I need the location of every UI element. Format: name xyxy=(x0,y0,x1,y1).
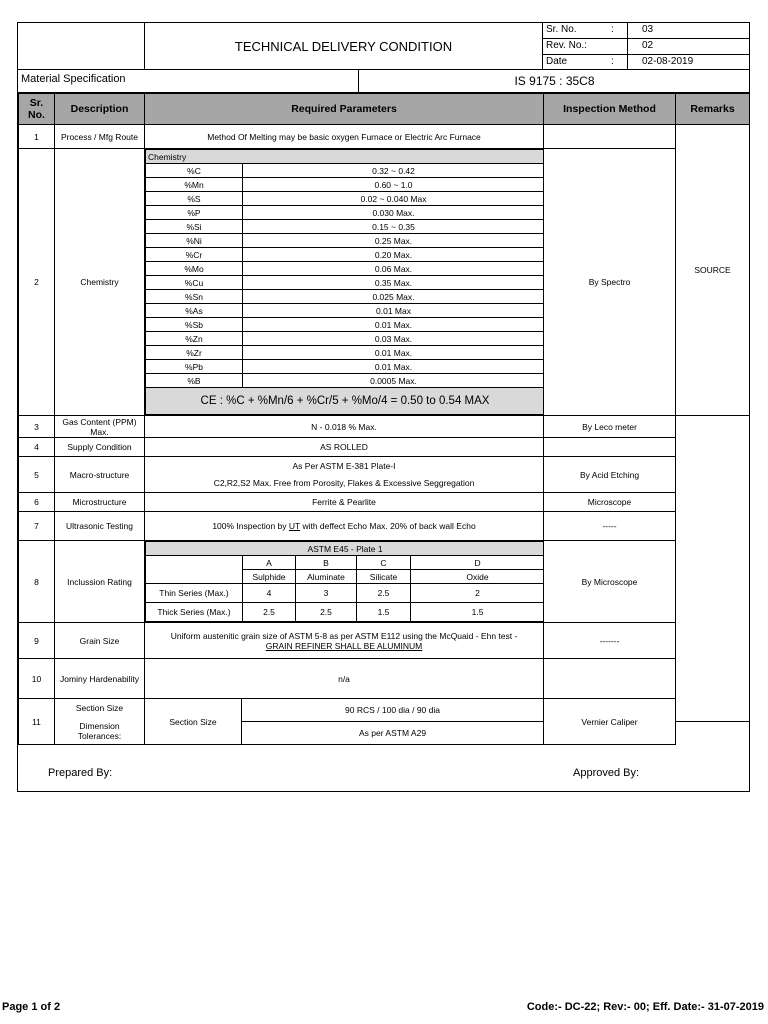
chem-value: 0.20 Max. xyxy=(243,248,544,262)
row-sr: 3 xyxy=(19,416,55,438)
chem-value: 0.32 ~ 0.42 xyxy=(243,164,544,178)
col-header-sr: Sr. No. xyxy=(19,94,55,125)
inclusion-series-name: Thick Series (Max.) xyxy=(146,603,243,622)
col-header-description: Description xyxy=(55,94,145,125)
signature-row xyxy=(18,758,749,792)
row-description: Ultrasonic Testing xyxy=(55,512,145,541)
meta-revision-label: Rev. No.: xyxy=(546,40,587,51)
inclusion-value: 2.5 xyxy=(243,603,296,622)
chem-value: 0.0005 Max. xyxy=(243,374,544,388)
inclusion-value: 4 xyxy=(243,584,296,603)
document-title: TECHNICAL DELIVERY CONDITION xyxy=(145,23,543,69)
chem-value: 0.06 Max. xyxy=(243,262,544,276)
document-header xyxy=(18,23,749,70)
section-size-label: Section Size xyxy=(75,702,124,713)
row-chemistry xyxy=(19,149,750,416)
chem-value: 0.01 Max xyxy=(243,304,544,318)
meta-revision-value: 02 xyxy=(642,40,654,51)
chem-row xyxy=(146,234,544,248)
ut-text-post: with deffect Echo Max. 20% of back wall Echo xyxy=(300,521,476,531)
chem-element: %Sn xyxy=(146,290,243,304)
meta-date xyxy=(543,54,749,70)
row-inspection: Vernier Caliper xyxy=(544,699,676,745)
meta-revision xyxy=(543,38,749,54)
inclusion-value: 2 xyxy=(411,584,544,603)
grain-size-rule: Uniform austenitic grain size of ASTM 5-8 as per ASTM E112 using the McQuaid - Ehn test - xyxy=(170,630,518,641)
inclusion-letter: D xyxy=(411,556,544,570)
row-required xyxy=(145,512,544,541)
col-header-inspection: Inspection Method xyxy=(544,94,676,125)
chem-row xyxy=(146,262,544,276)
row-sr: 2 xyxy=(19,149,55,416)
chem-element: %Mo xyxy=(146,262,243,276)
carbon-equivalent-row xyxy=(146,388,544,415)
row-description: Microstructure xyxy=(55,493,145,512)
dimension-tolerance-label: Dimension Tolerances: xyxy=(77,720,122,741)
chem-element: %Cr xyxy=(146,248,243,262)
chem-element: %Cu xyxy=(146,276,243,290)
row-description: Grain Size xyxy=(55,623,145,659)
chem-element: %Mn xyxy=(146,178,243,192)
material-spec-row xyxy=(18,69,749,93)
chem-row xyxy=(146,220,544,234)
chem-row xyxy=(146,332,544,346)
ut-text-pre: 100% Inspection by xyxy=(212,521,289,531)
chem-value: 0.35 Max. xyxy=(243,276,544,290)
row-description: Gas Content (PPM) Max. xyxy=(55,416,145,438)
inclusion-value: 3 xyxy=(296,584,357,603)
row-inspection: By Acid Etching xyxy=(544,457,676,493)
chem-value: 0.60 ~ 1.0 xyxy=(243,178,544,192)
row-inspection: By Spectro xyxy=(544,149,676,416)
chem-row xyxy=(146,192,544,206)
inclusion-letter: C xyxy=(357,556,411,570)
row-description: Jominy Hardenability xyxy=(55,659,145,699)
meta-date-label: Date xyxy=(546,56,568,67)
row-process xyxy=(19,125,750,149)
spec-table-header xyxy=(19,94,750,125)
row-ultrasonic xyxy=(19,512,750,541)
chem-element: %As xyxy=(146,304,243,318)
inclusion-value: 2.5 xyxy=(296,603,357,622)
meta-date-colon: : xyxy=(611,56,614,67)
prepared-by: Prepared By: xyxy=(48,767,113,779)
row-description: Chemistry xyxy=(55,149,145,416)
row-sr: 5 xyxy=(19,457,55,493)
row-inclusion-rating xyxy=(19,541,750,623)
row-required: AS ROLLED xyxy=(145,438,544,457)
approved-by: Approved By: xyxy=(573,767,640,779)
row-required: n/a xyxy=(145,659,544,699)
chemistry-block xyxy=(145,149,544,416)
chem-element: %Sb xyxy=(146,318,243,332)
row-sr: 11 xyxy=(19,699,55,745)
row-sr: 4 xyxy=(19,438,55,457)
chem-row xyxy=(146,360,544,374)
meta-serial xyxy=(543,23,749,38)
inclusion-type: Sulphide xyxy=(243,570,296,584)
chem-row xyxy=(146,346,544,360)
chem-element: %C xyxy=(146,164,243,178)
document-frame xyxy=(17,22,750,792)
chem-element: %B xyxy=(146,374,243,388)
document-code: Code:- DC-22; Rev:- 00; Eff. Date:- 31-07-2019 xyxy=(526,1001,764,1013)
chem-value: 0.15 ~ 0.35 xyxy=(243,220,544,234)
chem-row xyxy=(146,374,544,388)
row-gas-content xyxy=(19,416,750,438)
row-sr: 7 xyxy=(19,512,55,541)
chem-row xyxy=(146,206,544,220)
row-sr: 6 xyxy=(19,493,55,512)
chem-value: 0.01 Max. xyxy=(243,318,544,332)
chem-value: 0.01 Max. xyxy=(243,346,544,360)
row-section-size xyxy=(19,699,750,722)
chem-element: %P xyxy=(146,206,243,220)
chem-row xyxy=(146,318,544,332)
row-remarks: SOURCE xyxy=(676,125,750,416)
inclusion-corner xyxy=(146,556,243,584)
meta-serial-value: 03 xyxy=(642,24,654,35)
row-inspection: Microscope xyxy=(544,493,676,512)
chemistry-table xyxy=(145,149,544,415)
chem-element: %Si xyxy=(146,220,243,234)
inclusion-type: Silicate xyxy=(357,570,411,584)
row-inspection xyxy=(544,125,676,149)
section-size-value: 90 RCS / 100 dia / 90 dia xyxy=(242,699,544,722)
chem-element: %Zr xyxy=(146,346,243,360)
row-description: Inclussion Rating xyxy=(55,541,145,623)
dimension-tolerance-value: As per ASTM A29 xyxy=(242,722,544,745)
spec-table xyxy=(18,93,750,745)
row-inspection xyxy=(544,659,676,699)
material-spec-label: Material Specification xyxy=(21,73,126,85)
row-jominy xyxy=(19,659,750,699)
macro-standard: As Per ASTM E-381 Plate-I xyxy=(292,461,396,471)
carbon-equivalent: CE : %C + %Mn/6 + %Cr/5 + %Mo/4 = 0.50 to 0.54 MAX xyxy=(146,388,544,415)
row-required xyxy=(145,457,544,493)
chem-element: %Ni xyxy=(146,234,243,248)
material-grade: IS 9175 : 35C8 xyxy=(358,69,750,92)
inclusion-value: 1.5 xyxy=(357,603,411,622)
chem-row xyxy=(146,304,544,318)
chem-row xyxy=(146,276,544,290)
inclusion-value: 1.5 xyxy=(411,603,544,622)
row-inspection: By Leco meter xyxy=(544,416,676,438)
macro-criteria: C2,R2,S2 Max. Free from Porosity, Flakes & Excessive Seggregation xyxy=(213,478,475,488)
chem-row xyxy=(146,164,544,178)
chem-element: %S xyxy=(146,192,243,206)
row-inspection: ------- xyxy=(544,623,676,659)
grain-refiner-rule: GRAIN REFINER SHALL BE ALUMINUM xyxy=(265,640,423,651)
row-inspection: ----- xyxy=(544,512,676,541)
ut-text-underlined: UT xyxy=(288,521,301,531)
chem-element: %Pb xyxy=(146,360,243,374)
row-remarks-empty xyxy=(676,416,750,722)
row-description xyxy=(55,699,145,745)
chem-value: 0.03 Max. xyxy=(243,332,544,346)
chem-value: 0.25 Max. xyxy=(243,234,544,248)
row-required: Method Of Melting may be basic oxygen Furnace or Electric Arc Furnace xyxy=(145,125,544,149)
meta-date-value: 02-08-2019 xyxy=(642,56,694,67)
header-meta xyxy=(543,23,749,69)
row-microstructure xyxy=(19,493,750,512)
row-required: Ferrite & Pearlite xyxy=(145,493,544,512)
inclusion-table xyxy=(145,541,544,622)
chem-value: 0.02 ~ 0.040 Max xyxy=(243,192,544,206)
meta-serial-label: Sr. No. xyxy=(546,24,577,35)
inclusion-value: 2.5 xyxy=(357,584,411,603)
inclusion-block xyxy=(145,541,544,623)
chem-value: 0.030 Max. xyxy=(243,206,544,220)
chem-value: 0.01 Max. xyxy=(243,360,544,374)
inclusion-letter: B xyxy=(296,556,357,570)
col-header-required: Required Parameters xyxy=(145,94,544,125)
inclusion-series-name: Thin Series (Max.) xyxy=(146,584,243,603)
row-supply-condition xyxy=(19,438,750,457)
col-header-remarks: Remarks xyxy=(676,94,750,125)
row-required xyxy=(145,623,544,659)
inclusion-type: Oxide xyxy=(411,570,544,584)
meta-serial-colon: : xyxy=(611,24,614,35)
row-sr: 8 xyxy=(19,541,55,623)
row-description: Supply Condition xyxy=(55,438,145,457)
chem-row xyxy=(146,178,544,192)
row-grain-size xyxy=(19,623,750,659)
row-inspection: By Microscope xyxy=(544,541,676,623)
inclusion-standard: ASTM E45 - Plate 1 xyxy=(146,542,544,556)
chem-value: 0.025 Max. xyxy=(243,290,544,304)
chemistry-caption: Chemistry xyxy=(146,150,544,164)
row-required: N - 0.018 % Max. xyxy=(145,416,544,438)
row-description: Macro-structure xyxy=(55,457,145,493)
row-sr: 1 xyxy=(19,125,55,149)
row-sr: 9 xyxy=(19,623,55,659)
chem-element: %Zn xyxy=(146,332,243,346)
page-number: Page 1 of 2 xyxy=(2,1001,61,1013)
section-size-sublabel: Section Size xyxy=(145,699,242,745)
row-description: Process / Mfg Route xyxy=(55,125,145,149)
row-macro-structure xyxy=(19,457,750,493)
row-inspection xyxy=(544,438,676,457)
chem-row xyxy=(146,248,544,262)
chem-row xyxy=(146,290,544,304)
inclusion-type: Aluminate xyxy=(296,570,357,584)
inclusion-letter: A xyxy=(243,556,296,570)
row-sr: 10 xyxy=(19,659,55,699)
logo-area xyxy=(18,23,145,69)
